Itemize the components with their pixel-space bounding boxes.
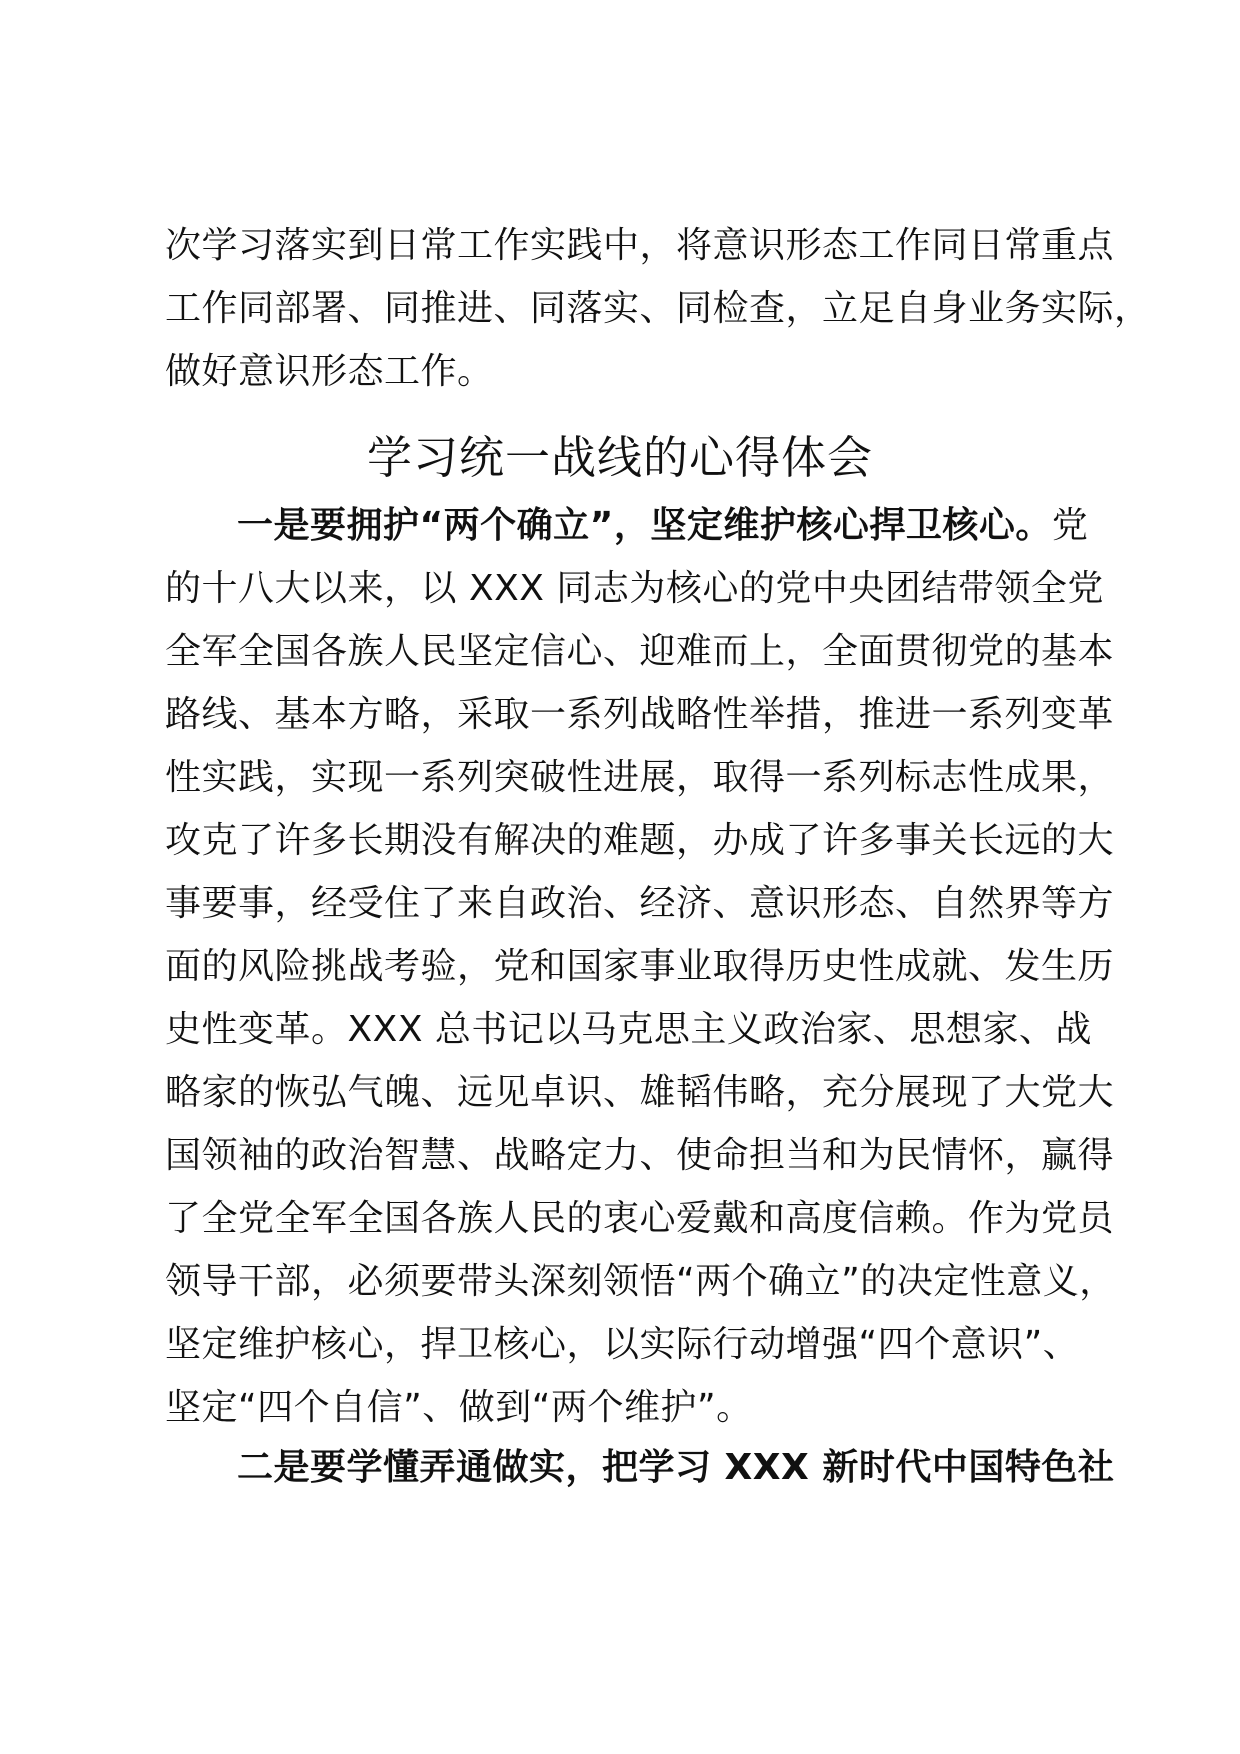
text-line: 性实践，实现一系列突破性进展，取得一系列标志性成果， xyxy=(165,757,1115,798)
text-line: 攻克了许多长期没有解决的难题，办成了许多事关长远的大 xyxy=(165,820,1115,861)
text-line: 国领袖的政治智慧、战略定力、使命担当和为民情怀，赢得 xyxy=(165,1135,1115,1176)
text-line: 史性变革。XXX 总书记以马克思主义政治家、思想家、战 xyxy=(165,1009,1092,1050)
text-line: 的十八大以来，以 XXX 同志为核心的党中央团结带领全党 xyxy=(165,568,1104,609)
text-line: 做好意识形态工作。 xyxy=(165,351,494,392)
text-line: 坚定维护核心，捍卫核心，以实际行动增强“四个意识”、 xyxy=(165,1324,1080,1365)
paragraph-2 xyxy=(165,1436,1115,1499)
paragraph-first-line xyxy=(165,494,1115,557)
text-line: 路线、基本方略，采取一系列战略性举措，推进一系列变革 xyxy=(165,694,1115,735)
text-fragment: 党 xyxy=(1051,505,1089,546)
text-line: 坚定“四个自信”、做到“两个维护”。 xyxy=(165,1387,753,1428)
paragraph-lead: 一是要拥护“两个确立”，坚定维护核心捍卫核心。 xyxy=(237,505,1052,546)
paragraph-lead: 二是要学懂弄通做实，把学习 XXX 新时代中国特色社 xyxy=(237,1447,1115,1488)
text-line: 次学习落实到日常工作实践中，将意识形态工作同日常重点 xyxy=(165,225,1115,266)
text-line: 略家的恢弘气魄、远见卓识、雄韬伟略，充分展现了大党大 xyxy=(165,1072,1115,1113)
paragraph-1 xyxy=(165,494,1115,1439)
text-line: 领导干部，必须要带头深刻领悟“两个确立”的决定性意义， xyxy=(165,1261,1116,1302)
text-line: 面的风险挑战考验，党和国家事业取得历史性成就、发生历 xyxy=(165,946,1115,987)
text-line: 全军全国各族人民坚定信心、迎难而上，全面贯彻党的基本 xyxy=(165,631,1115,672)
page-title: 学习统一战线的心得体会 xyxy=(366,431,873,484)
text-line: 事要事，经受住了来自政治、经济、意识形态、自然界等方 xyxy=(165,883,1115,924)
continuation-paragraph xyxy=(165,214,1151,403)
text-line: 了全党全军全国各族人民的衷心爱戴和高度信赖。作为党员 xyxy=(165,1198,1115,1239)
text-line: 工作同部署、同推进、同落实、同检查，立足自身业务实际， xyxy=(165,288,1151,329)
